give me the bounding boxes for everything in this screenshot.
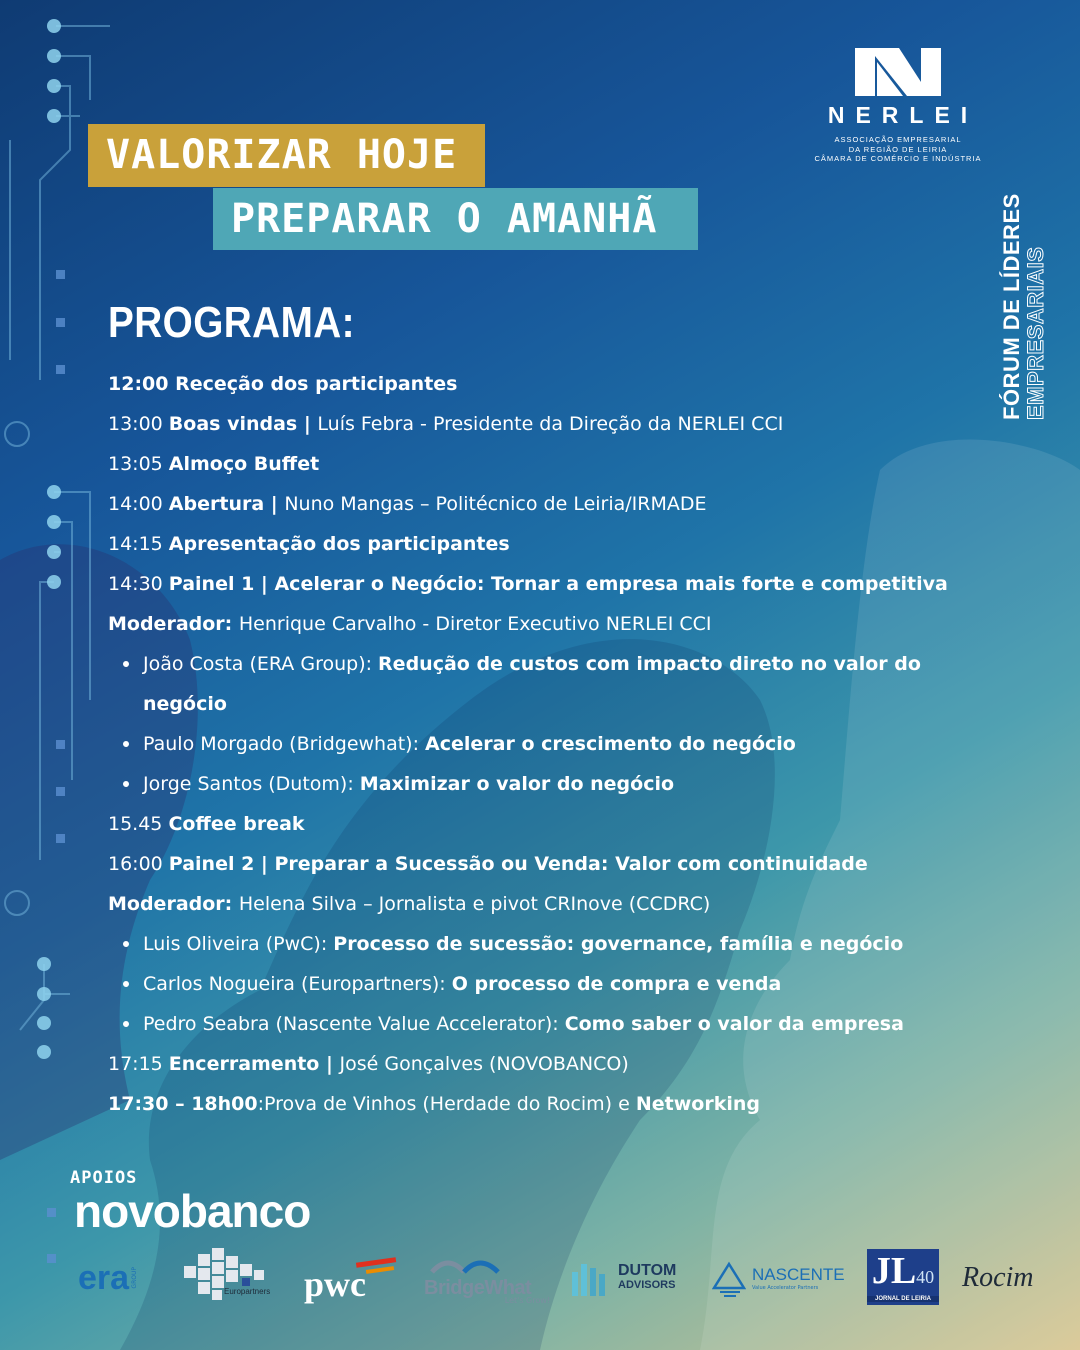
dutom-logo xyxy=(570,1248,690,1308)
item-time: 12:00 xyxy=(108,373,176,395)
rocim-logo xyxy=(962,1248,1042,1308)
dutom-bars-icon xyxy=(570,1256,614,1300)
speaker-name: João Costa (ERA Group): xyxy=(143,653,379,675)
item-time: 17:15 xyxy=(108,1053,169,1075)
item-detail: Luís Febra - Presidente da Direção da NERLEI CCI xyxy=(317,413,784,435)
speaker-topic: Processo de sucessão: governance, família e negócio xyxy=(333,933,904,955)
era-logo-subtext: GROUP xyxy=(131,1267,139,1289)
nascente-mountain-icon xyxy=(712,1258,746,1298)
schedule-item xyxy=(108,844,1008,884)
schedule-item xyxy=(108,1044,1008,1084)
speaker-name: Pedro Seabra (Nascente Value Accelerator): xyxy=(143,1013,565,1035)
logo-subtitle-line: CÂMARA DE COMÉRCIO E INDÚSTRIA xyxy=(814,154,982,163)
moderator-label: Moderador: xyxy=(108,613,239,635)
bridge-arc-icon xyxy=(428,1254,508,1274)
speaker-topic: Como saber o valor da empresa xyxy=(564,1013,904,1035)
nerlei-logo xyxy=(800,48,996,164)
europartners-logo xyxy=(182,1246,282,1304)
item-title: Painel 2 | Preparar a Sucessão ou Venda: Valor com continuidade xyxy=(168,853,868,875)
item-title: Apresentação dos participantes xyxy=(168,533,510,555)
bridgewhat-logo xyxy=(424,1248,550,1308)
programa-heading: PROGRAMA: xyxy=(108,298,356,347)
speaker-name: Paulo Morgado (Bridgewhat): xyxy=(143,733,426,755)
dutom-logo-text xyxy=(618,1263,676,1293)
nascente-tagline: Value Accelerator Partners xyxy=(752,1285,819,1291)
nascente-name: NASCENTE xyxy=(752,1265,845,1284)
speaker-topic: negócio xyxy=(143,693,227,715)
title-line-1: VALORIZAR HOJE xyxy=(88,124,485,187)
item-time: 14:30 xyxy=(108,573,169,595)
apoios-label: APOIOS xyxy=(70,1168,138,1188)
speaker-item xyxy=(108,724,1008,764)
speaker-topic: O processo de compra e venda xyxy=(451,973,782,995)
schedule-item xyxy=(108,364,1008,404)
item-title: Almoço Buffet xyxy=(168,453,320,475)
item-title: Abertura | xyxy=(168,493,285,515)
moderator-name: Helena Silva – Jornalista e pivot CRInove (CCDRC) xyxy=(238,893,711,915)
moderator-name: Henrique Carvalho - Diretor Executivo NERLEI CCI xyxy=(238,613,712,635)
novobanco-logo: novobanco xyxy=(74,1185,311,1237)
item-title: Encerramento | xyxy=(168,1053,340,1075)
jl-letters: JL xyxy=(871,1250,917,1292)
bridgewhat-logo-text: BridgeWhat xyxy=(424,1276,532,1299)
programa-list xyxy=(108,364,1008,1124)
rocim-logo-text: Rocim xyxy=(962,1262,1034,1293)
item-title: Coffee break xyxy=(168,813,305,835)
title-line-2: PREPARAR O AMANHÃ xyxy=(213,188,698,250)
item-time: 14:15 xyxy=(108,533,169,555)
speaker-name: Luis Oliveira (PwC): xyxy=(143,933,334,955)
logo-name: NERLEI xyxy=(827,102,979,128)
speaker-name: Carlos Nogueira (Europartners): xyxy=(143,973,452,995)
schedule-item xyxy=(108,404,1008,444)
item-time: 13:05 xyxy=(108,453,169,475)
speaker-item xyxy=(108,764,1008,804)
item-detail: Nuno Mangas – Politécnico de Leiria/IRMADE xyxy=(284,493,707,515)
forum-title-line-2: EMPRESARIAIS xyxy=(1023,246,1048,420)
jl-logo-subtext: JORNAL DE LEIRIA xyxy=(867,1296,939,1302)
nerlei-logo-icon xyxy=(855,48,941,96)
item-time: 17:30 – 18h00 xyxy=(108,1093,258,1115)
item-title: Boas vindas | xyxy=(168,413,318,435)
speaker-item xyxy=(108,644,1008,684)
speaker-item xyxy=(108,1004,1008,1044)
speaker-topic: Acelerar o crescimento do negócio xyxy=(425,733,796,755)
moderator-line xyxy=(108,604,1008,644)
item-title: Receção dos participantes xyxy=(175,373,458,395)
schedule-item xyxy=(108,484,1008,524)
moderator-line xyxy=(108,884,1008,924)
jl-number: 40 xyxy=(916,1267,935,1287)
item-time: 15.45 xyxy=(108,813,169,835)
bridgewhat-logo-tagline: Let's Grow! xyxy=(504,1296,550,1305)
logo-subtitle-line: DA REGIÃO DE LEIRIA xyxy=(848,144,948,154)
speaker-topic-continued xyxy=(108,684,1008,724)
era-logo xyxy=(78,1248,138,1308)
pwc-logo xyxy=(304,1248,399,1308)
nascente-logo xyxy=(712,1248,852,1308)
speaker-item xyxy=(108,964,1008,1004)
schedule-item xyxy=(108,524,1008,564)
schedule-item xyxy=(108,564,1008,604)
jl-logo-letters xyxy=(872,1252,934,1296)
item-detail: :Prova de Vinhos (Herdade do Rocim) e xyxy=(257,1093,636,1115)
nascente-logo-text xyxy=(752,1265,845,1291)
pwc-logo-text: pwc xyxy=(304,1264,366,1304)
schedule-item xyxy=(108,444,1008,484)
speaker-item xyxy=(108,924,1008,964)
era-logo-text: era xyxy=(78,1258,130,1297)
speaker-topic: Redução de custos com impacto direto no valor do xyxy=(378,653,921,675)
europartners-logo-text: Europartners xyxy=(224,1287,271,1296)
speaker-topic: Maximizar o valor do negócio xyxy=(359,773,675,795)
dutom-line-1: DUTOM xyxy=(618,1262,677,1279)
schedule-item xyxy=(108,804,1008,844)
item-time: 13:00 xyxy=(108,413,169,435)
forum-title-line-1: FÓRUM DE LÍDERES xyxy=(999,193,1024,420)
item-detail: José Gonçalves (NOVOBANCO) xyxy=(339,1053,629,1075)
schedule-item xyxy=(108,1084,1008,1124)
dutom-line-2: ADVISORS xyxy=(618,1279,676,1291)
logo-subtitle xyxy=(800,135,996,164)
item-title: Painel 1 | Acelerar o Negócio: Tornar a empresa mais forte e competitiva xyxy=(168,573,948,595)
logo-subtitle-line: ASSOCIAÇÃO EMPRESARIAL xyxy=(834,135,962,144)
jornal-de-leiria-logo xyxy=(867,1249,939,1305)
item-time: 16:00 xyxy=(108,853,169,875)
item-title: Networking xyxy=(635,1093,760,1115)
speaker-name: Jorge Santos (Dutom): xyxy=(143,773,360,795)
moderator-label: Moderador: xyxy=(108,893,239,915)
item-time: 14:00 xyxy=(108,493,169,515)
